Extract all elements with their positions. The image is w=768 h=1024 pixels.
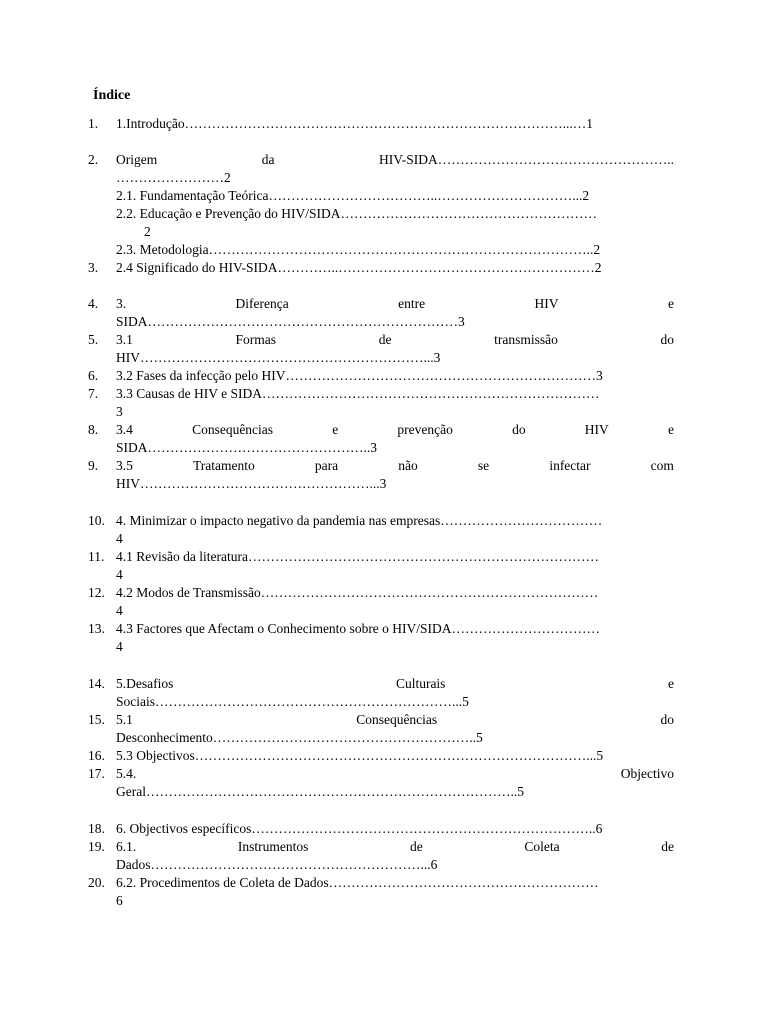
- entry-text: 5.Desafios Culturais e: [116, 676, 674, 691]
- entry-text: 5.3 Objectivos……………………………………………………………………………...5: [116, 748, 604, 763]
- entry-text: 3.1 Formas de transmissão do: [116, 332, 674, 347]
- entry-page: 4: [116, 567, 123, 582]
- entry-text: 4.2 Modos de Transmissão…………………………………………………………………: [116, 585, 599, 600]
- entry-text: 4.3 Factores que Afectam o Conhecimento sobre o HIV/SIDA……………………………: [116, 621, 601, 636]
- entry-text-continued: Desconhecimento…………………………………………………..5: [116, 730, 483, 745]
- entry-text: 6. Objectivos específicos…………………………………………………………………..6: [116, 821, 603, 836]
- entry-number: 10.: [88, 513, 105, 528]
- subentry-page: 2: [144, 224, 151, 239]
- entry-number: 12.: [88, 585, 105, 600]
- entry-number: 15.: [88, 712, 105, 727]
- entry-number: 2.: [88, 152, 99, 167]
- entry-text: 3.2 Fases da infecção pelo HIV……………………………………………………………3: [116, 368, 603, 383]
- entry-text: Origem da HIV-SIDA……………………………………………..: [116, 152, 674, 167]
- entry-number: 8.: [88, 422, 99, 437]
- entry-number: 16.: [88, 748, 105, 763]
- entry-text: 3.3 Causas de HIV e SIDA…………………………………………………………………: [116, 386, 600, 401]
- entry-number: 4.: [88, 296, 99, 311]
- entry-page: 6: [116, 893, 123, 908]
- entry-text-continued: SIDA……………………………………………………………3: [116, 314, 465, 329]
- entry-number: 14.: [88, 676, 105, 691]
- entry-text: 4.1 Revisão da literatura……………………………………………………………………: [116, 549, 599, 564]
- subentry-text: 2.2. Educação e Prevenção do HIV/SIDA…………………………………………………: [116, 206, 598, 221]
- entry-number: 11.: [88, 549, 105, 564]
- entry-text: 5.1 Consequências do: [116, 712, 674, 727]
- entry-text-continued: HIV………………………………………………………...3: [116, 350, 441, 365]
- entry-page: 3: [116, 404, 123, 419]
- entry-text: 1.Introdução…………………………………………………………………………...…1: [116, 116, 593, 131]
- entry-text: 4. Minimizar o impacto negativo da pandemia nas empresas………………………………: [116, 513, 603, 528]
- entry-text: 3. Diferença entre HIV e: [116, 296, 674, 311]
- entry-number: 1.: [88, 116, 99, 131]
- entry-page: 4: [116, 639, 123, 654]
- entry-number: 18.: [88, 821, 105, 836]
- entry-text-continued: Dados……………………………………………………...6: [116, 857, 438, 872]
- entry-number: 17.: [88, 766, 105, 781]
- subentry-text: 2.1. Fundamentação Teórica………………………………..…………………………...2: [116, 188, 590, 203]
- entry-page: 4: [116, 531, 123, 546]
- entry-number: 13.: [88, 621, 105, 636]
- entry-number: 19.: [88, 839, 105, 854]
- entry-number: 20.: [88, 875, 105, 890]
- entry-number: 9.: [88, 458, 99, 473]
- entry-text: 6.1. Instrumentos de Coleta de: [116, 839, 674, 854]
- entry-number: 6.: [88, 368, 99, 383]
- entry-text: 5.4. Objectivo: [116, 766, 674, 781]
- entry-text-continued: SIDA…………………………………………..3: [116, 440, 378, 455]
- entry-text: 3.5 Tratamento para não se infectar com: [116, 458, 674, 473]
- subentry-text: 2.3. Metodologia…………………………………………………………………………..2: [116, 242, 601, 257]
- entry-text: 6.2. Procedimentos de Coleta de Dados……………………………………………………: [116, 875, 599, 890]
- entry-text-continued: HIV……………………………………………...3: [116, 476, 387, 491]
- entry-number: 3.: [88, 260, 99, 275]
- entry-text-continued: Geral………………………………………………………………………..5: [116, 784, 524, 799]
- entry-page: 4: [116, 603, 123, 618]
- entry-number: 5.: [88, 332, 99, 347]
- entry-text: 3.4 Consequências e prevenção do HIV e: [116, 422, 674, 437]
- entry-text-continued: ……………………2: [116, 170, 231, 185]
- entry-text: 2.4 Significado do HIV-SIDA…………..…………………………………………………2: [116, 260, 602, 275]
- entry-number: 7.: [88, 386, 99, 401]
- page-title: Índice: [93, 88, 131, 103]
- entry-text-continued: Sociais…………………………………………………………...5: [116, 694, 469, 709]
